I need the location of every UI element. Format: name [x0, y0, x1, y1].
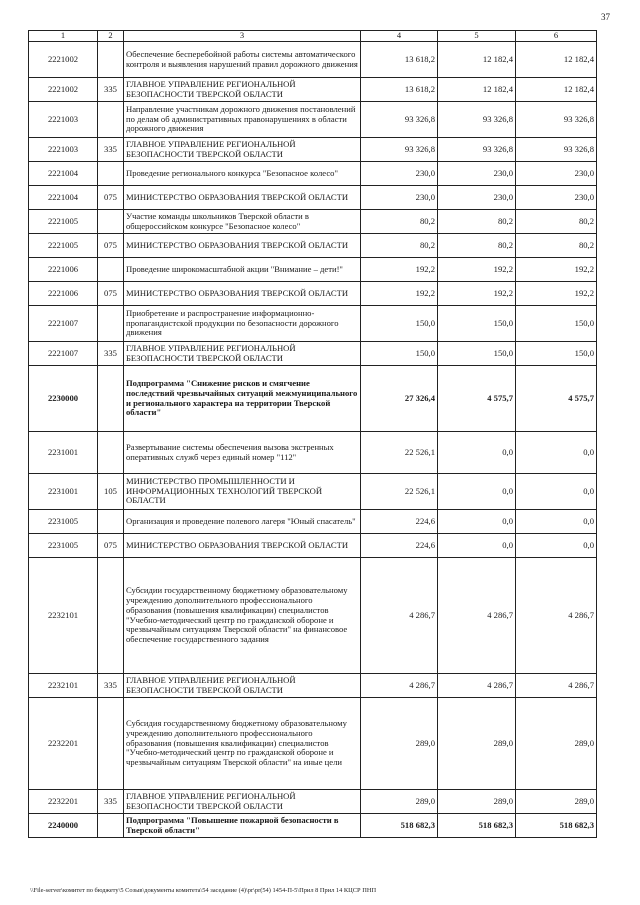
cell-code: 2221007 — [29, 342, 98, 366]
cell-item-name: Подпрограмма "Повышение пожарной безопасности в Тверской области" — [124, 814, 361, 838]
cell-amount-col4: 93 326,8 — [361, 102, 438, 138]
cell-code: 2231005 — [29, 534, 98, 558]
table-row — [29, 138, 597, 162]
column-header-1: 1 — [29, 31, 98, 42]
cell-amount-col5: 289,0 — [438, 698, 516, 790]
cell-amount-col5: 289,0 — [438, 790, 516, 814]
cell-department-code — [98, 258, 124, 282]
table-row — [29, 102, 597, 138]
table-row — [29, 42, 597, 78]
footer-file-path: \\File-server\комитет по бюджету\5 Созыв\документы комитета\54 заседание (4)\pr\pr(54) 1454-П-5\Прил 8 Прил 14 КЦСР ПНП — [30, 887, 377, 894]
cell-amount-col5: 192,2 — [438, 258, 516, 282]
cell-amount-col5: 150,0 — [438, 342, 516, 366]
column-header-4: 4 — [361, 31, 438, 42]
table-row — [29, 432, 597, 474]
cell-department-code: 075 — [98, 534, 124, 558]
cell-amount-col5: 4 575,7 — [438, 366, 516, 432]
column-header-2: 2 — [98, 31, 124, 42]
cell-amount-col5: 80,2 — [438, 234, 516, 258]
cell-department-code — [98, 102, 124, 138]
table-row — [29, 162, 597, 186]
cell-amount-col4: 224,6 — [361, 534, 438, 558]
table-row — [29, 210, 597, 234]
page-number: 37 — [601, 12, 610, 22]
cell-code: 2221006 — [29, 282, 98, 306]
cell-department-code — [98, 432, 124, 474]
cell-amount-col6: 93 326,8 — [516, 138, 597, 162]
cell-department-code: 335 — [98, 78, 124, 102]
table-row — [29, 282, 597, 306]
cell-amount-col4: 4 286,7 — [361, 558, 438, 674]
cell-amount-col6: 80,2 — [516, 234, 597, 258]
table-row — [29, 474, 597, 510]
cell-item-name: Обеспечение бесперебойной работы системы автоматического контроля и выявления нарушений правил дорожного движения — [124, 42, 361, 78]
cell-item-name: Субсидии государственному бюджетному образовательному учреждению дополнительного профессионального образования (повышения квалификации) специалистов "Учебно-методический центр по гражданской обороне и чрезвычайным ситуациям Тверской области" на финансовое обеспечение государственного задания — [124, 558, 361, 674]
table-row — [29, 790, 597, 814]
cell-amount-col4: 518 682,3 — [361, 814, 438, 838]
cell-amount-col6: 80,2 — [516, 210, 597, 234]
cell-amount-col4: 22 526,1 — [361, 474, 438, 510]
cell-department-code — [98, 510, 124, 534]
cell-amount-col5: 4 286,7 — [438, 558, 516, 674]
cell-amount-col4: 224,6 — [361, 510, 438, 534]
table-row — [29, 510, 597, 534]
cell-amount-col6: 192,2 — [516, 258, 597, 282]
cell-item-name: ГЛАВНОЕ УПРАВЛЕНИЕ РЕГИОНАЛЬНОЙ БЕЗОПАСНОСТИ ТВЕРСКОЙ ОБЛАСТИ — [124, 342, 361, 366]
cell-department-code: 335 — [98, 342, 124, 366]
table-header-row — [29, 31, 597, 42]
cell-item-name: Подпрограмма "Снижение рисков и смягчение последствий чрезвычайных ситуаций межмуниципального и регионального характера на территории Тверской области" — [124, 366, 361, 432]
table-body — [29, 42, 597, 838]
cell-item-name: ГЛАВНОЕ УПРАВЛЕНИЕ РЕГИОНАЛЬНОЙ БЕЗОПАСНОСТИ ТВЕРСКОЙ ОБЛАСТИ — [124, 674, 361, 698]
cell-amount-col4: 192,2 — [361, 282, 438, 306]
cell-amount-col4: 150,0 — [361, 306, 438, 342]
cell-item-name: МИНИСТЕРСТВО ОБРАЗОВАНИЯ ТВЕРСКОЙ ОБЛАСТИ — [124, 234, 361, 258]
cell-item-name: ГЛАВНОЕ УПРАВЛЕНИЕ РЕГИОНАЛЬНОЙ БЕЗОПАСНОСТИ ТВЕРСКОЙ ОБЛАСТИ — [124, 790, 361, 814]
cell-item-name: МИНИСТЕРСТВО ОБРАЗОВАНИЯ ТВЕРСКОЙ ОБЛАСТИ — [124, 282, 361, 306]
cell-amount-col6: 12 182,4 — [516, 78, 597, 102]
cell-amount-col6: 230,0 — [516, 186, 597, 210]
table-row — [29, 342, 597, 366]
cell-code: 2221003 — [29, 138, 98, 162]
table-row — [29, 234, 597, 258]
cell-department-code — [98, 558, 124, 674]
cell-code: 2221007 — [29, 306, 98, 342]
cell-department-code — [98, 366, 124, 432]
cell-item-name: Участие команды школьников Тверской области в общероссийском конкурсе "Безопасное колесо" — [124, 210, 361, 234]
cell-amount-col5: 0,0 — [438, 432, 516, 474]
cell-code: 2232101 — [29, 674, 98, 698]
cell-department-code: 075 — [98, 234, 124, 258]
cell-department-code: 335 — [98, 790, 124, 814]
cell-amount-col4: 13 618,2 — [361, 78, 438, 102]
cell-amount-col4: 80,2 — [361, 234, 438, 258]
cell-code: 2232201 — [29, 790, 98, 814]
cell-code: 2221004 — [29, 186, 98, 210]
cell-item-name: Проведение широкомасштабной акции "Внимание – дети!" — [124, 258, 361, 282]
cell-amount-col5: 518 682,3 — [438, 814, 516, 838]
cell-amount-col4: 27 326,4 — [361, 366, 438, 432]
cell-item-name: МИНИСТЕРСТВО ПРОМЫШЛЕННОСТИ И ИНФОРМАЦИОННЫХ ТЕХНОЛОГИЙ ТВЕРСКОЙ ОБЛАСТИ — [124, 474, 361, 510]
cell-code: 2221002 — [29, 78, 98, 102]
cell-amount-col4: 93 326,8 — [361, 138, 438, 162]
cell-item-name: МИНИСТЕРСТВО ОБРАЗОВАНИЯ ТВЕРСКОЙ ОБЛАСТИ — [124, 534, 361, 558]
table-row — [29, 814, 597, 838]
cell-amount-col6: 230,0 — [516, 162, 597, 186]
cell-amount-col4: 22 526,1 — [361, 432, 438, 474]
cell-code: 2221004 — [29, 162, 98, 186]
cell-amount-col5: 0,0 — [438, 474, 516, 510]
cell-amount-col6: 289,0 — [516, 698, 597, 790]
cell-code: 2230000 — [29, 366, 98, 432]
cell-item-name: Приобретение и распространение информационно-пропагандистской продукции по безопасности дорожного движения — [124, 306, 361, 342]
cell-amount-col4: 289,0 — [361, 698, 438, 790]
cell-code: 2221006 — [29, 258, 98, 282]
table-row — [29, 366, 597, 432]
cell-amount-col6: 4 286,7 — [516, 674, 597, 698]
cell-department-code — [98, 162, 124, 186]
cell-item-name: Проведение регионального конкурса "Безопасное колесо" — [124, 162, 361, 186]
cell-item-name: Направление участникам дорожного движения постановлений по делам об административных правонарушениях в области дорожного движения — [124, 102, 361, 138]
cell-department-code: 075 — [98, 186, 124, 210]
table-row — [29, 674, 597, 698]
cell-amount-col5: 230,0 — [438, 162, 516, 186]
cell-department-code — [98, 814, 124, 838]
cell-department-code — [98, 306, 124, 342]
cell-amount-col5: 93 326,8 — [438, 102, 516, 138]
cell-amount-col4: 13 618,2 — [361, 42, 438, 78]
cell-amount-col5: 80,2 — [438, 210, 516, 234]
column-header-6: 6 — [516, 31, 597, 42]
cell-code: 2221002 — [29, 42, 98, 78]
cell-amount-col6: 150,0 — [516, 342, 597, 366]
cell-amount-col5: 12 182,4 — [438, 42, 516, 78]
cell-item-name: ГЛАВНОЕ УПРАВЛЕНИЕ РЕГИОНАЛЬНОЙ БЕЗОПАСНОСТИ ТВЕРСКОЙ ОБЛАСТИ — [124, 138, 361, 162]
cell-amount-col6: 93 326,8 — [516, 102, 597, 138]
cell-amount-col6: 518 682,3 — [516, 814, 597, 838]
column-header-3: 3 — [124, 31, 361, 42]
cell-amount-col4: 230,0 — [361, 186, 438, 210]
table-row — [29, 78, 597, 102]
cell-item-name: ГЛАВНОЕ УПРАВЛЕНИЕ РЕГИОНАЛЬНОЙ БЕЗОПАСНОСТИ ТВЕРСКОЙ ОБЛАСТИ — [124, 78, 361, 102]
cell-amount-col6: 150,0 — [516, 306, 597, 342]
cell-amount-col6: 0,0 — [516, 534, 597, 558]
cell-department-code: 335 — [98, 138, 124, 162]
cell-amount-col5: 12 182,4 — [438, 78, 516, 102]
table-row — [29, 186, 597, 210]
table-row — [29, 558, 597, 674]
cell-amount-col5: 0,0 — [438, 534, 516, 558]
cell-code: 2231005 — [29, 510, 98, 534]
cell-department-code: 105 — [98, 474, 124, 510]
cell-department-code — [98, 210, 124, 234]
cell-amount-col5: 0,0 — [438, 510, 516, 534]
budget-table — [28, 30, 597, 838]
cell-code: 2231001 — [29, 432, 98, 474]
cell-amount-col6: 12 182,4 — [516, 42, 597, 78]
cell-code: 2231001 — [29, 474, 98, 510]
cell-amount-col6: 192,2 — [516, 282, 597, 306]
cell-amount-col4: 80,2 — [361, 210, 438, 234]
cell-amount-col5: 93 326,8 — [438, 138, 516, 162]
cell-amount-col4: 4 286,7 — [361, 674, 438, 698]
cell-amount-col5: 230,0 — [438, 186, 516, 210]
cell-amount-col6: 4 575,7 — [516, 366, 597, 432]
cell-amount-col6: 0,0 — [516, 432, 597, 474]
table-row — [29, 258, 597, 282]
cell-department-code — [98, 698, 124, 790]
cell-code: 2221005 — [29, 210, 98, 234]
cell-code: 2221003 — [29, 102, 98, 138]
cell-code: 2221005 — [29, 234, 98, 258]
cell-code: 2232101 — [29, 558, 98, 674]
cell-department-code: 075 — [98, 282, 124, 306]
cell-amount-col4: 192,2 — [361, 258, 438, 282]
cell-item-name: Развертывание системы обеспечения вызова экстренных оперативных служб через единый номер "112" — [124, 432, 361, 474]
column-header-5: 5 — [438, 31, 516, 42]
cell-amount-col5: 192,2 — [438, 282, 516, 306]
cell-item-name: Субсидия государственному бюджетному образовательному учреждению дополнительного профессионального образования (повышения квалификации) специалистов "Учебно-методический центр по гражданской обороне и чрезвычайным ситуациям Тверской области" на иные цели — [124, 698, 361, 790]
cell-amount-col6: 4 286,7 — [516, 558, 597, 674]
cell-item-name: Организация и проведение полевого лагеря "Юный спасатель" — [124, 510, 361, 534]
cell-amount-col5: 150,0 — [438, 306, 516, 342]
table-row — [29, 698, 597, 790]
cell-amount-col4: 289,0 — [361, 790, 438, 814]
cell-amount-col4: 230,0 — [361, 162, 438, 186]
cell-department-code — [98, 42, 124, 78]
cell-item-name: МИНИСТЕРСТВО ОБРАЗОВАНИЯ ТВЕРСКОЙ ОБЛАСТИ — [124, 186, 361, 210]
cell-department-code: 335 — [98, 674, 124, 698]
cell-amount-col6: 289,0 — [516, 790, 597, 814]
cell-amount-col6: 0,0 — [516, 474, 597, 510]
cell-code: 2240000 — [29, 814, 98, 838]
cell-amount-col4: 150,0 — [361, 342, 438, 366]
cell-amount-col6: 0,0 — [516, 510, 597, 534]
cell-code: 2232201 — [29, 698, 98, 790]
table-row — [29, 534, 597, 558]
table-row — [29, 306, 597, 342]
cell-amount-col5: 4 286,7 — [438, 674, 516, 698]
